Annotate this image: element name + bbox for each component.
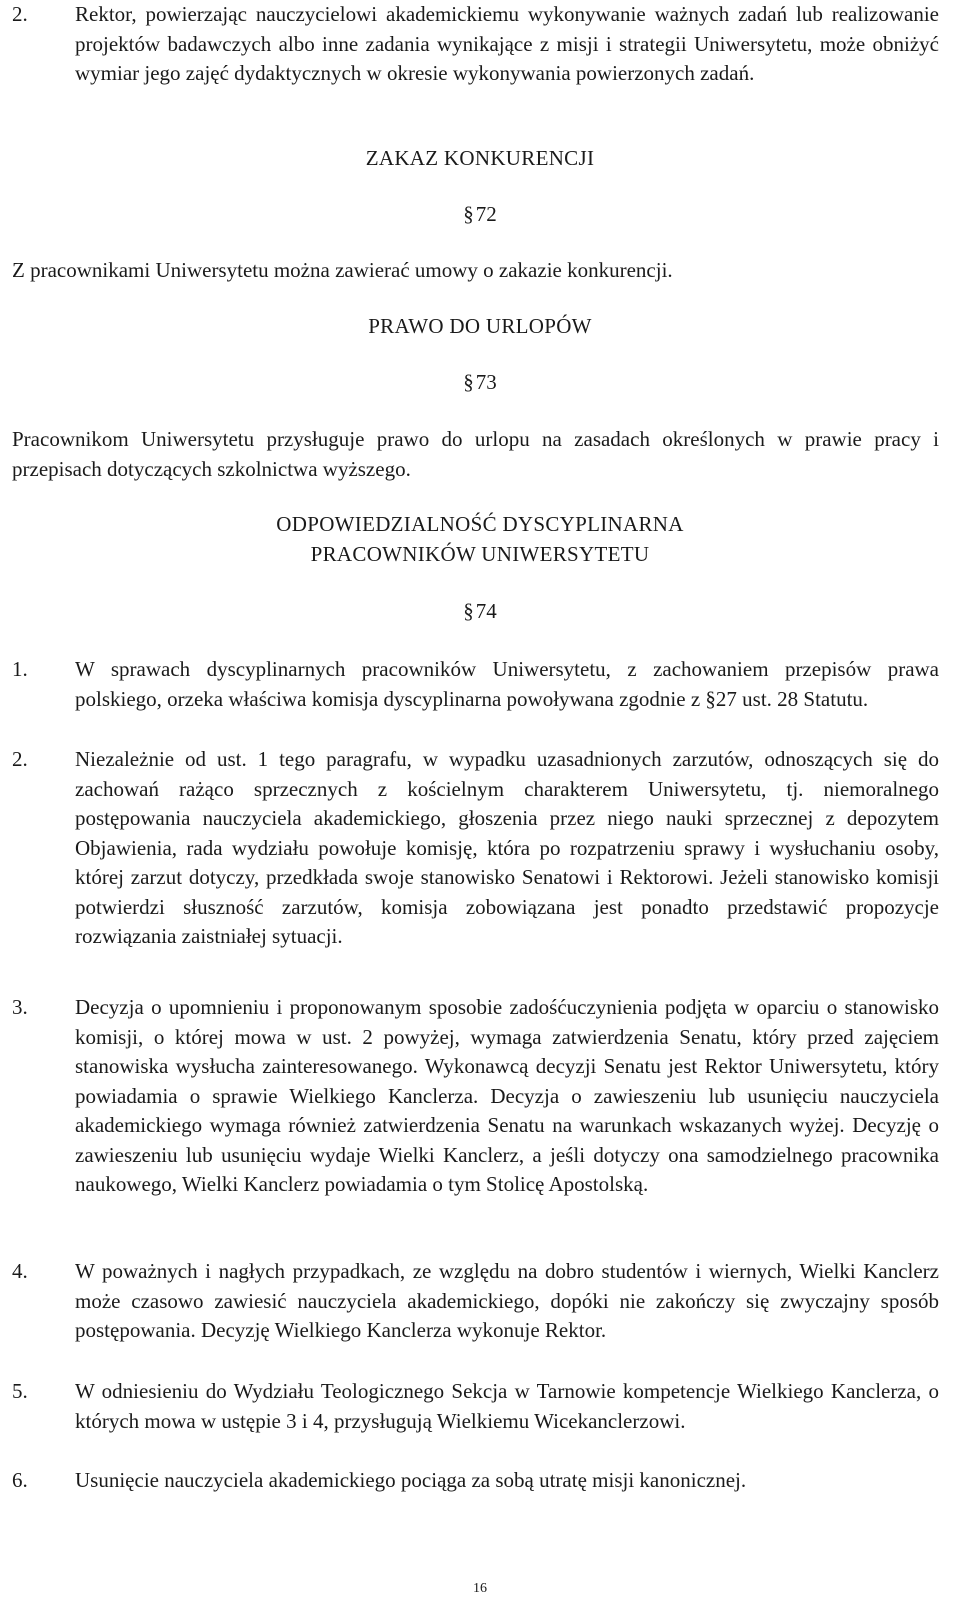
paragraph-number bbox=[0, 368, 960, 398]
item-text: W odniesieniu do Wydziału Teologicznego Sekcja w Tarnowie kompetencje Wielkiego Kanclerza, o których mowa w ustępie 3 i 4, przysługują Wielkiemu Wicekanclerzowi. bbox=[75, 1379, 939, 1433]
paragraph-number-value: 74 bbox=[475, 599, 497, 623]
paragraph-text: Z pracownikami Uniwersytetu można zawierać umowy o zakazie konkurencji. bbox=[12, 258, 673, 282]
item-number: 4. bbox=[12, 1259, 28, 1283]
item-number: 2. bbox=[12, 2, 28, 26]
item-number: 5. bbox=[12, 1379, 28, 1403]
list-item bbox=[12, 1466, 939, 1496]
item-number: 3. bbox=[12, 995, 28, 1019]
item-number: 6. bbox=[12, 1468, 28, 1492]
item-number: 2. bbox=[12, 747, 28, 771]
list-item bbox=[12, 745, 939, 952]
section-heading: ODPOWIEDZIALNOŚĆ DYSCYPLINARNA bbox=[276, 512, 684, 536]
paragraph-number-value: 73 bbox=[475, 370, 497, 394]
section-heading: PRAWO DO URLOPÓW bbox=[368, 314, 592, 338]
list-item bbox=[12, 655, 939, 714]
list-item bbox=[12, 993, 939, 1200]
page-number: 16 bbox=[473, 1581, 487, 1596]
list-item bbox=[12, 1377, 939, 1436]
paragraph-number-value: 72 bbox=[475, 202, 497, 226]
list-item bbox=[12, 1257, 939, 1346]
section-sign: § bbox=[463, 202, 474, 226]
item-number: 1. bbox=[12, 657, 28, 681]
item-text: Usunięcie nauczyciela akademickiego pociąga za sobą utratę misji kanonicznej. bbox=[75, 1468, 747, 1492]
item-text: Niezależnie od ust. 1 tego paragrafu, w wypadku uzasadnionych zarzutów, odnoszących się do zachowań rażąco sprzecznych z kościelnym charakterem Uniwersytetu, tj. niemoralnego postępowania nauczyciela akademickiego, głoszenia przez niego nauki sprzecznej z depozytem Objawienia, rada wydziału powołuje komisję, która po rozpatrzeniu sprawy i wysłuchaniu osoby, której zarzut dotyczy, przedkłada swoje stanowisko Senatowi i Rektorowi. Jeżeli stanowisko komisji potwierdzi słuszność zarzutów, komisja zobowiązana jest ponadto przedstawić propozycje rozwiązania zaistniałej sytuacji. bbox=[75, 747, 939, 948]
section-heading: ZAKAZ KONKURENCJI bbox=[365, 146, 595, 170]
item-text: W sprawach dyscyplinarnych pracowników Uniwersytetu, z zachowaniem przepisów prawa polskiego, orzeka właściwa komisja dyscyplinarna powoływana zgodnie z §27 ust. 28 Statutu. bbox=[75, 657, 939, 711]
list-item bbox=[12, 0, 939, 89]
section-heading: PRACOWNIKÓW UNIWERSYTETU bbox=[310, 542, 650, 566]
item-text: Decyzja o upomnieniu i proponowanym sposobie zadośćuczynienia podjęta w oparciu o stanowisko komisji, o której mowa w ust. 2 powyżej, wymaga zatwierdzenia Senatu, który przed zajęciem stanowiska wysłucha zainteresowanego. Wykonawcą decyzji Senatu jest Rektor Uniwersytetu, który powiadamia o sprawie Wielkiego Kanclerza. Decyzja o zawieszeniu lub usunięciu nauczyciela akademickiego wymaga również zatwierdzenia Senatu na warunkach wskazanych wyżej. Decyzję o zawieszeniu lub usunięciu wydaje Wielki Kanclerz, a jeśli dotyczy ona samodzielnego pracownika naukowego, Wielki Kanclerz powiadamia o tym Stolicę Apostolską. bbox=[75, 995, 939, 1196]
paragraph-number bbox=[0, 200, 960, 230]
item-text: Rektor, powierzając nauczycielowi akademickiemu wykonywanie ważnych zadań lub realizowanie projektów badawczych albo inne zadania wynikające z misji i strategii Uniwersytetu, może obniżyć wymiar jego zajęć dydaktycznych w okresie wykonywania powierzonych zadań. bbox=[75, 2, 939, 85]
item-text: W poważnych i nagłych przypadkach, ze względu na dobro studentów i wiernych, Wielki Kanclerz może czasowo zawiesić nauczyciela akademickiego, dopóki nie zakończy się zwyczajny sposób postępowania. Decyzję Wielkiego Kanclerza wykonuje Rektor. bbox=[75, 1259, 939, 1342]
paragraph-text: Pracownikom Uniwersytetu przysługuje prawo do urlopu na zasadach określonych w prawie pracy i przepisach dotyczących szkolnictwa wyższego. bbox=[12, 427, 939, 481]
paragraph-number bbox=[0, 597, 960, 627]
section-sign: § bbox=[463, 370, 474, 394]
section-sign: § bbox=[463, 599, 474, 623]
